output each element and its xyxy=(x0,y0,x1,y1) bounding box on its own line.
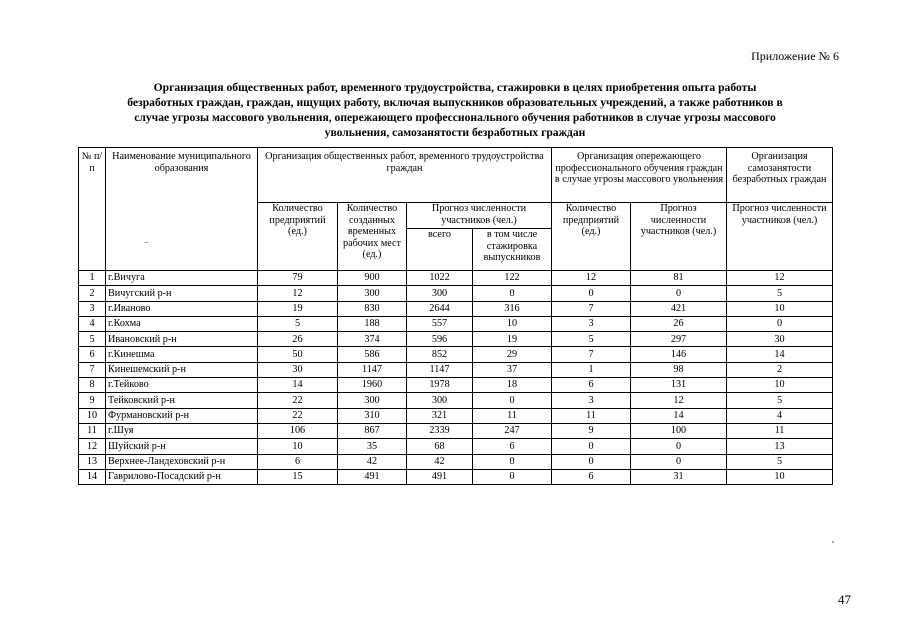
scan-speck xyxy=(145,242,148,243)
page-number: 47 xyxy=(838,592,851,607)
training-enterprises-cell: 0 xyxy=(552,454,631,469)
enterprises-cell: 19 xyxy=(258,301,338,316)
enterprises-cell: 5 xyxy=(258,316,338,331)
forecast-total-cell: 491 xyxy=(407,469,473,484)
forecast-total-cell: 1978 xyxy=(407,378,473,393)
internship-cell: 247 xyxy=(473,423,552,438)
title-line: безработных граждан, граждан, ищущих работу, включая выпускников образовательных учреждений, а также работников в xyxy=(127,96,783,109)
training-forecast-cell: 31 xyxy=(631,469,727,484)
enterprises-cell: 106 xyxy=(258,423,338,438)
municipality-name-cell: Вичугский р-н xyxy=(106,286,258,301)
created-jobs-cell: 491 xyxy=(338,469,407,484)
self-employment-forecast-cell: 30 xyxy=(727,332,833,347)
enterprises-cell: 79 xyxy=(258,271,338,286)
training-enterprises-cell: 7 xyxy=(552,347,631,362)
table-row xyxy=(79,378,833,393)
training-enterprises-cell: 0 xyxy=(552,439,631,454)
training-forecast-cell: 0 xyxy=(631,286,727,301)
forecast-total-cell: 852 xyxy=(407,347,473,362)
row-number-cell: 7 xyxy=(79,362,106,377)
row-number-cell: 5 xyxy=(79,332,106,347)
self-employment-forecast-cell: 11 xyxy=(727,423,833,438)
training-enterprises-cell: 0 xyxy=(552,286,631,301)
header-group-training: Организация опережающего профессионального обучения граждан в случае угрозы массового увольнения xyxy=(552,148,727,203)
training-forecast-cell: 26 xyxy=(631,316,727,331)
training-enterprises-cell: 6 xyxy=(552,378,631,393)
municipality-name-cell: г.Кохма xyxy=(106,316,258,331)
municipality-name-cell: г.Шуя xyxy=(106,423,258,438)
municipality-name-cell: Гаврилово-Посадский р-н xyxy=(106,469,258,484)
self-employment-forecast-cell: 10 xyxy=(727,378,833,393)
forecast-total-cell: 68 xyxy=(407,439,473,454)
header-group-self-employment: Организация самозанятости безработных граждан xyxy=(727,148,833,203)
training-enterprises-cell: 3 xyxy=(552,316,631,331)
enterprises-cell: 22 xyxy=(258,393,338,408)
municipality-name-cell: Ивановский р-н xyxy=(106,332,258,347)
self-employment-forecast-cell: 0 xyxy=(727,316,833,331)
enterprises-cell: 12 xyxy=(258,286,338,301)
training-enterprises-cell: 1 xyxy=(552,362,631,377)
training-forecast-cell: 131 xyxy=(631,378,727,393)
municipality-name-cell: г.Тейково xyxy=(106,378,258,393)
enterprises-cell: 10 xyxy=(258,439,338,454)
training-forecast-cell: 12 xyxy=(631,393,727,408)
table-row xyxy=(79,469,833,484)
self-employment-forecast-cell: 13 xyxy=(727,439,833,454)
created-jobs-cell: 310 xyxy=(338,408,407,423)
created-jobs-cell: 1147 xyxy=(338,362,407,377)
internship-cell: 37 xyxy=(473,362,552,377)
table-row xyxy=(79,301,833,316)
internship-cell: 0 xyxy=(473,454,552,469)
table-row xyxy=(79,271,833,286)
table-row xyxy=(79,454,833,469)
forecast-total-cell: 1147 xyxy=(407,362,473,377)
training-forecast-cell: 421 xyxy=(631,301,727,316)
document-title xyxy=(80,80,830,140)
table-row xyxy=(79,286,833,301)
row-number-cell: 11 xyxy=(79,423,106,438)
training-enterprises-cell: 9 xyxy=(552,423,631,438)
municipality-name-cell: г.Иваново xyxy=(106,301,258,316)
header-created-jobs: Количество созданных временных рабочих мест (ед.) xyxy=(338,203,407,271)
header-name: Наименование муниципального образования xyxy=(106,148,258,271)
table-row xyxy=(79,332,833,347)
municipality-name-cell: Фурмановский р-н xyxy=(106,408,258,423)
internship-cell: 10 xyxy=(473,316,552,331)
municipality-name-cell: Тейковский р-н xyxy=(106,393,258,408)
employment-table xyxy=(78,147,833,485)
table-row xyxy=(79,316,833,331)
header-num: № п/п xyxy=(79,148,106,271)
self-employment-forecast-cell: 10 xyxy=(727,469,833,484)
self-employment-forecast-cell: 5 xyxy=(727,286,833,301)
internship-cell: 29 xyxy=(473,347,552,362)
row-number-cell: 3 xyxy=(79,301,106,316)
forecast-total-cell: 300 xyxy=(407,393,473,408)
forecast-total-cell: 42 xyxy=(407,454,473,469)
internship-cell: 6 xyxy=(473,439,552,454)
self-employment-forecast-cell: 14 xyxy=(727,347,833,362)
enterprises-cell: 26 xyxy=(258,332,338,347)
row-number-cell: 4 xyxy=(79,316,106,331)
internship-cell: 0 xyxy=(473,393,552,408)
created-jobs-cell: 374 xyxy=(338,332,407,347)
title-line: увольнения, самозанятости безработных граждан xyxy=(324,126,586,139)
row-number-cell: 9 xyxy=(79,393,106,408)
training-forecast-cell: 14 xyxy=(631,408,727,423)
forecast-total-cell: 557 xyxy=(407,316,473,331)
municipality-name-cell: г.Вичуга xyxy=(106,271,258,286)
row-number-cell: 13 xyxy=(79,454,106,469)
header-forecast-participants: Прогноз численности участников (чел.) xyxy=(407,203,552,229)
created-jobs-cell: 867 xyxy=(338,423,407,438)
row-number-cell: 2 xyxy=(79,286,106,301)
table-row xyxy=(79,408,833,423)
internship-cell: 18 xyxy=(473,378,552,393)
self-employment-forecast-cell: 2 xyxy=(727,362,833,377)
training-enterprises-cell: 11 xyxy=(552,408,631,423)
municipality-name-cell: Шуйский р-н xyxy=(106,439,258,454)
forecast-total-cell: 1022 xyxy=(407,271,473,286)
table-row xyxy=(79,347,833,362)
table-row xyxy=(79,439,833,454)
scan-speck xyxy=(832,541,834,543)
created-jobs-cell: 900 xyxy=(338,271,407,286)
municipality-name-cell: г.Кинешма xyxy=(106,347,258,362)
enterprises-cell: 14 xyxy=(258,378,338,393)
enterprises-cell: 15 xyxy=(258,469,338,484)
header-self-forecast: Прогноз численности участников (чел.) xyxy=(727,203,833,271)
self-employment-forecast-cell: 12 xyxy=(727,271,833,286)
internship-cell: 11 xyxy=(473,408,552,423)
self-employment-forecast-cell: 4 xyxy=(727,408,833,423)
row-number-cell: 14 xyxy=(79,469,106,484)
created-jobs-cell: 35 xyxy=(338,439,407,454)
forecast-total-cell: 300 xyxy=(407,286,473,301)
table-row xyxy=(79,423,833,438)
training-forecast-cell: 146 xyxy=(631,347,727,362)
header-training-enterprises: Количество предприятий (ед.) xyxy=(552,203,631,271)
enterprises-cell: 6 xyxy=(258,454,338,469)
forecast-total-cell: 321 xyxy=(407,408,473,423)
header-total: всего xyxy=(407,229,473,271)
created-jobs-cell: 300 xyxy=(338,286,407,301)
internship-cell: 0 xyxy=(473,469,552,484)
header-enterprises: Количество предприятий (ед.) xyxy=(258,203,338,271)
created-jobs-cell: 1960 xyxy=(338,378,407,393)
title-line: Организация общественных работ, временного трудоустройства, стажировки в целях приобретения опыта работы xyxy=(153,81,757,94)
training-enterprises-cell: 12 xyxy=(552,271,631,286)
training-forecast-cell: 0 xyxy=(631,454,727,469)
table-body xyxy=(79,271,833,485)
internship-cell: 122 xyxy=(473,271,552,286)
title-line: случае угрозы массового увольнения, опережающего профессионального обучения работников в случае угрозы массового xyxy=(134,111,776,124)
created-jobs-cell: 586 xyxy=(338,347,407,362)
internship-cell: 316 xyxy=(473,301,552,316)
training-forecast-cell: 98 xyxy=(631,362,727,377)
forecast-total-cell: 2644 xyxy=(407,301,473,316)
self-employment-forecast-cell: 5 xyxy=(727,454,833,469)
training-enterprises-cell: 6 xyxy=(552,469,631,484)
training-forecast-cell: 100 xyxy=(631,423,727,438)
header-training-forecast: Прогноз численности участников (чел.) xyxy=(631,203,727,271)
training-enterprises-cell: 3 xyxy=(552,393,631,408)
training-forecast-cell: 0 xyxy=(631,439,727,454)
row-number-cell: 1 xyxy=(79,271,106,286)
self-employment-forecast-cell: 10 xyxy=(727,301,833,316)
table-row xyxy=(79,362,833,377)
training-enterprises-cell: 5 xyxy=(552,332,631,347)
training-forecast-cell: 81 xyxy=(631,271,727,286)
row-number-cell: 10 xyxy=(79,408,106,423)
appendix-label: Приложение № 6 xyxy=(751,49,839,63)
municipality-name-cell: Кинешемский р-н xyxy=(106,362,258,377)
row-number-cell: 8 xyxy=(79,378,106,393)
row-number-cell: 12 xyxy=(79,439,106,454)
municipality-name-cell: Верхнее-Ландеховский р-н xyxy=(106,454,258,469)
header-group-public-works: Организация общественных работ, временного трудоустройства граждан xyxy=(258,148,552,203)
enterprises-cell: 50 xyxy=(258,347,338,362)
training-enterprises-cell: 7 xyxy=(552,301,631,316)
forecast-total-cell: 596 xyxy=(407,332,473,347)
created-jobs-cell: 830 xyxy=(338,301,407,316)
created-jobs-cell: 188 xyxy=(338,316,407,331)
enterprises-cell: 22 xyxy=(258,408,338,423)
training-forecast-cell: 297 xyxy=(631,332,727,347)
header-incl-internship: в том числе стажировка выпускников xyxy=(473,229,552,271)
self-employment-forecast-cell: 5 xyxy=(727,393,833,408)
created-jobs-cell: 300 xyxy=(338,393,407,408)
table-row xyxy=(79,393,833,408)
enterprises-cell: 30 xyxy=(258,362,338,377)
row-number-cell: 6 xyxy=(79,347,106,362)
internship-cell: 0 xyxy=(473,286,552,301)
created-jobs-cell: 42 xyxy=(338,454,407,469)
internship-cell: 19 xyxy=(473,332,552,347)
forecast-total-cell: 2339 xyxy=(407,423,473,438)
